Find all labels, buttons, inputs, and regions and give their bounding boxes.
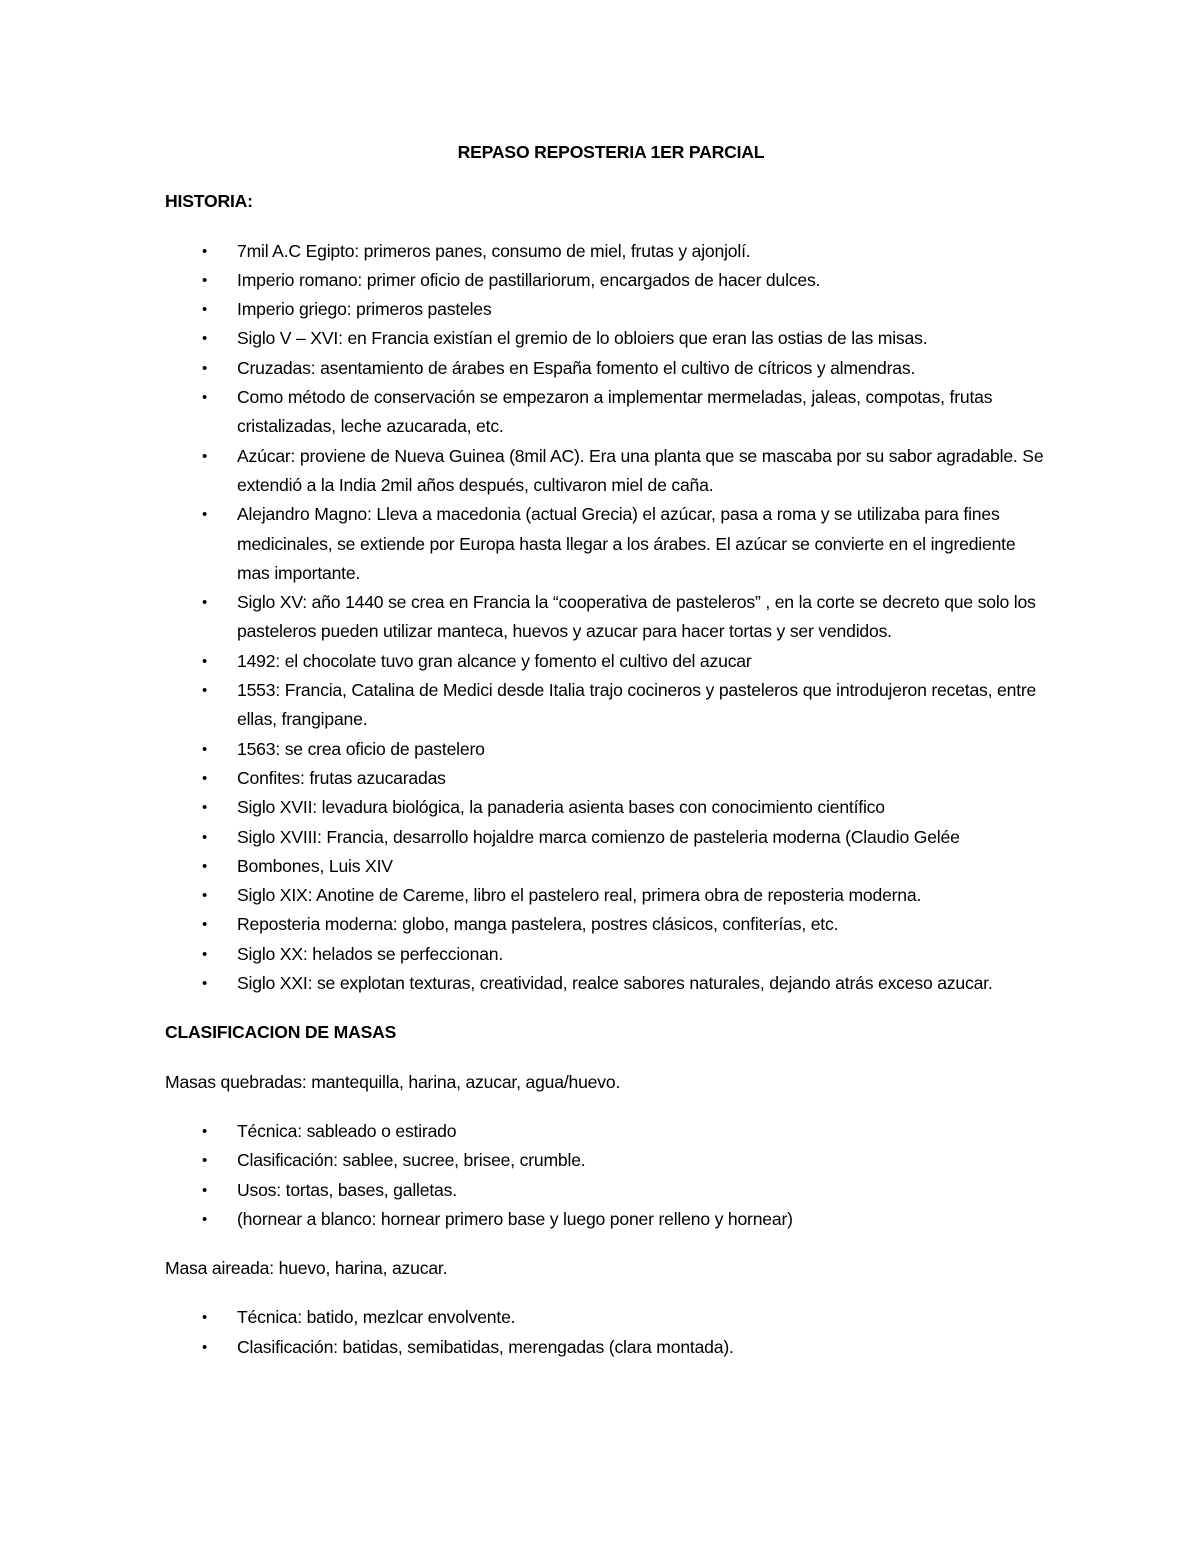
bullet-icon: • [202,1122,208,1140]
list-item [165,442,1045,501]
list-item [165,1117,1045,1146]
bullet-icon: • [202,1181,208,1199]
bullet-icon: • [202,389,208,407]
list-item [165,647,1045,676]
bullet-icon: • [202,1152,208,1170]
bullet-icon: • [202,769,208,787]
list-item-text: Clasificación: sablee, sucree, brisee, crumble. [237,1150,586,1171]
list-item-text: Siglo XXI: se explotan texturas, creatividad, realce sabores naturales, dejando atrás exceso azucar. [237,973,993,994]
list-item [165,1176,1045,1205]
list-item [165,881,1045,910]
bullet-icon: • [202,359,208,377]
list-item-text: Azúcar: proviene de Nueva Guinea (8mil AC). Era una planta que se mascaba por su sabor agradable. Se extendió a la India 2mil años después, cultivaron miel de caña. [237,445,1044,495]
bullet-icon: • [202,945,208,963]
list-item-text: Siglo XVIII: Francia, desarrollo hojaldre marca comienzo de pasteleria moderna (Claudio Gelée [237,826,960,847]
bullet-icon: • [202,652,208,670]
list-item [165,1205,1045,1234]
list-item-text: 7mil A.C Egipto: primeros panes, consumo de miel, frutas y ajonjolí. [237,240,751,261]
list-item [165,764,1045,793]
bullet-icon: • [202,594,208,612]
list-item-text: 1553: Francia, Catalina de Medici desde Italia trajo cocineros y pasteleros que introdujeron recetas, entre ellas, frangipane. [237,680,1037,730]
bullet-icon: • [202,447,208,465]
bullet-icon: • [202,1338,208,1356]
bullet-icon: • [202,828,208,846]
list-item-text: Siglo XX: helados se perfeccionan. [237,943,504,964]
list-item [165,910,1045,939]
bullet-icon: • [202,887,208,905]
list-item [165,383,1045,442]
list-item [165,237,1045,266]
list-item [165,676,1045,735]
list-item-text: Imperio griego: primeros pasteles [237,299,492,320]
bullet-icon: • [202,975,208,993]
bullet-icon: • [202,1309,208,1327]
list-item [165,793,1045,822]
list-item [165,324,1045,353]
list-item [165,823,1045,852]
bullet-icon: • [202,799,208,817]
clasificacion-heading: CLASIFICACION DE MASAS [165,1022,397,1043]
list-item [165,940,1045,969]
list-item-text: Reposteria moderna: globo, manga pastelera, postres clásicos, confiterías, etc. [237,914,839,935]
list-item [165,266,1045,295]
list-item [165,295,1045,324]
document-body [165,138,1045,1382]
bullet-icon: • [202,330,208,348]
list-item-text: Alejandro Magno: Lleva a macedonia (actual Grecia) el azúcar, pasa a roma y se utilizaba para fines medicinales, se extiende por Europa hasta llegar a los árabes. El azúcar se convierte en el ingrediente mas importante. [237,504,1016,583]
list-item-text: 1563: se crea oficio de pastelero [237,738,485,759]
list-item [165,354,1045,383]
list-item-text: Confites: frutas azucaradas [237,767,446,788]
historia-heading: HISTORIA: [165,191,253,212]
list-item-text: Clasificación: batidas, semibatidas, merengadas (clara montada). [237,1336,734,1357]
bullet-icon: • [202,740,208,758]
document-title: REPASO REPOSTERIA 1ER PARCIAL [457,142,765,162]
bullet-icon: • [202,301,208,319]
list-item-text: Siglo XVII: levadura biológica, la panaderia asienta bases con conocimiento científico [237,797,885,818]
list-item-text: (hornear a blanco: hornear primero base y luego poner relleno y hornear) [237,1208,793,1229]
bullet-icon: • [202,857,208,875]
bullet-icon: • [202,916,208,934]
list-item-text: Usos: tortas, bases, galletas. [237,1179,457,1200]
list-item-text: Técnica: sableado o estirado [237,1120,457,1141]
list-item [165,500,1045,588]
list-item [165,735,1045,764]
bullet-icon: • [202,271,208,289]
list-item-text: 1492: el chocolate tuvo gran alcance y fomento el cultivo del azucar [237,650,752,671]
masa-aireada-intro: Masa aireada: huevo, harina, azucar. [165,1258,448,1279]
list-item-text: Siglo XV: año 1440 se crea en Francia la “cooperativa de pasteleros” , en la corte se decreto que solo los pasteleros pueden utilizar manteca, huevos y azucar para hacer tortas y ser vendidos. [237,592,1036,642]
list-item-text: Bombones, Luis XIV [237,855,393,876]
list-item-text: Siglo V – XVI: en Francia existían el gremio de lo obloiers que eran las ostias de las misas. [237,328,928,349]
list-item [165,852,1045,881]
list-item [165,1146,1045,1175]
list-item-text: Cruzadas: asentamiento de árabes en España fomento el cultivo de cítricos y almendras. [237,357,916,378]
list-item [165,1333,1045,1362]
bullet-icon: • [202,1210,208,1228]
list-item-text: Como método de conservación se empezaron a implementar mermeladas, jaleas, compotas, frutas cristalizadas, leche azucarada, etc. [237,387,993,437]
bullet-icon: • [202,682,208,700]
list-item [165,588,1045,647]
list-item-text: Imperio romano: primer oficio de pastillariorum, encargados de hacer dulces. [237,269,821,290]
list-item [165,1303,1045,1332]
masas-quebradas-list [165,1117,1045,1234]
list-item [165,969,1045,998]
masas-quebradas-intro: Masas quebradas: mantequilla, harina, azucar, agua/huevo. [165,1071,621,1092]
masa-aireada-list [165,1303,1045,1362]
bullet-icon: • [202,242,208,260]
historia-list [165,237,1045,999]
list-item-text: Técnica: batido, mezlcar envolvente. [237,1307,516,1328]
list-item-text: Siglo XIX: Anotine de Careme, libro el pastelero real, primera obra de reposteria moderna. [237,885,922,906]
bullet-icon: • [202,506,208,524]
